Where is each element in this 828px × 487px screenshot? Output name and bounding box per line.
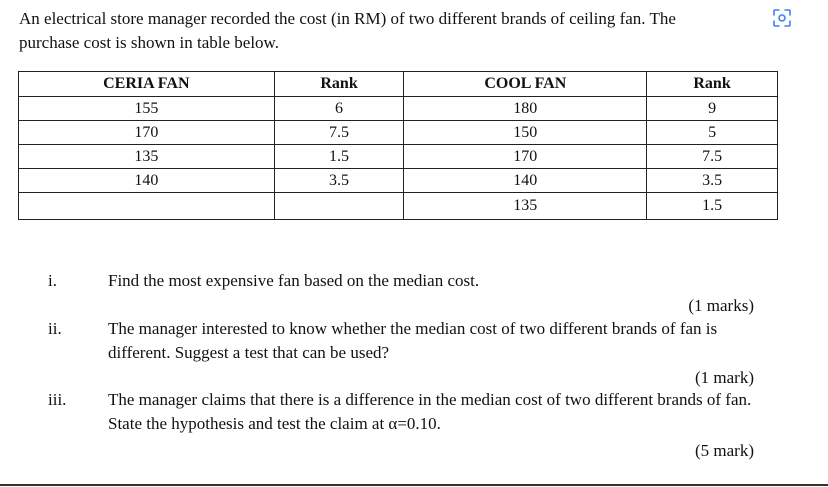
scan-icon[interactable] — [772, 8, 792, 28]
table-row — [19, 97, 778, 121]
cool-rank-cell: 9 — [647, 97, 778, 121]
table-row — [19, 193, 778, 220]
cool-cost-cell: 150 — [404, 121, 647, 145]
ceria-rank-cell: 7.5 — [274, 121, 404, 145]
table-row — [19, 121, 778, 145]
ceria-rank-cell: 3.5 — [274, 169, 404, 193]
question-text: The manager claims that there is a difference in the median cost of two different brands of fan. State the hypothesis and test the claim at α=0.10. — [108, 390, 752, 433]
cool-cost-cell: 180 — [404, 97, 647, 121]
question-text: The manager interested to know whether the median cost of two different brands of fan is different. Suggest a test that can be used? — [108, 319, 718, 362]
bottom-divider — [0, 484, 828, 486]
header-cool-rank: Rank — [647, 72, 778, 97]
ceria-rank-cell: 6 — [274, 97, 404, 121]
cool-rank-cell: 7.5 — [647, 145, 778, 169]
ceria-cost-cell: 155 — [19, 97, 275, 121]
ceria-cost-cell: 135 — [19, 145, 275, 169]
ceria-rank-cell — [274, 193, 404, 220]
question-number: iii. — [48, 390, 67, 409]
scan-icon-graphic — [772, 8, 792, 28]
cost-rank-table — [18, 71, 778, 220]
question-marks: (5 mark) — [694, 441, 754, 460]
question-number: i. — [48, 271, 57, 290]
table-row — [19, 145, 778, 169]
cool-rank-cell: 5 — [647, 121, 778, 145]
table-header-row — [19, 72, 778, 97]
ceria-cost-cell: 140 — [19, 169, 275, 193]
question-number: ii. — [48, 319, 62, 338]
ceria-cost-cell: 170 — [19, 121, 275, 145]
cool-cost-cell: 140 — [404, 169, 647, 193]
question-marks: (1 marks) — [688, 296, 754, 315]
question-text: Find the most expensive fan based on the median cost. — [108, 271, 480, 290]
header-ceria-fan: CERIA FAN — [19, 72, 275, 97]
cool-cost-cell: 135 — [404, 193, 647, 220]
header-cool-fan: COOL FAN — [404, 72, 647, 97]
ceria-cost-cell — [19, 193, 275, 220]
ceria-rank-cell: 1.5 — [274, 145, 404, 169]
cool-cost-cell: 170 — [404, 145, 647, 169]
question-marks: (1 mark) — [694, 368, 754, 387]
table-row — [19, 169, 778, 193]
cool-rank-cell: 1.5 — [647, 193, 778, 220]
intro-text: An electrical store manager recorded the cost (in RM) of two different brands of ceiling fan. The purchase cost is shown in table below. — [19, 9, 676, 52]
cool-rank-cell: 3.5 — [647, 169, 778, 193]
header-ceria-rank: Rank — [274, 72, 404, 97]
